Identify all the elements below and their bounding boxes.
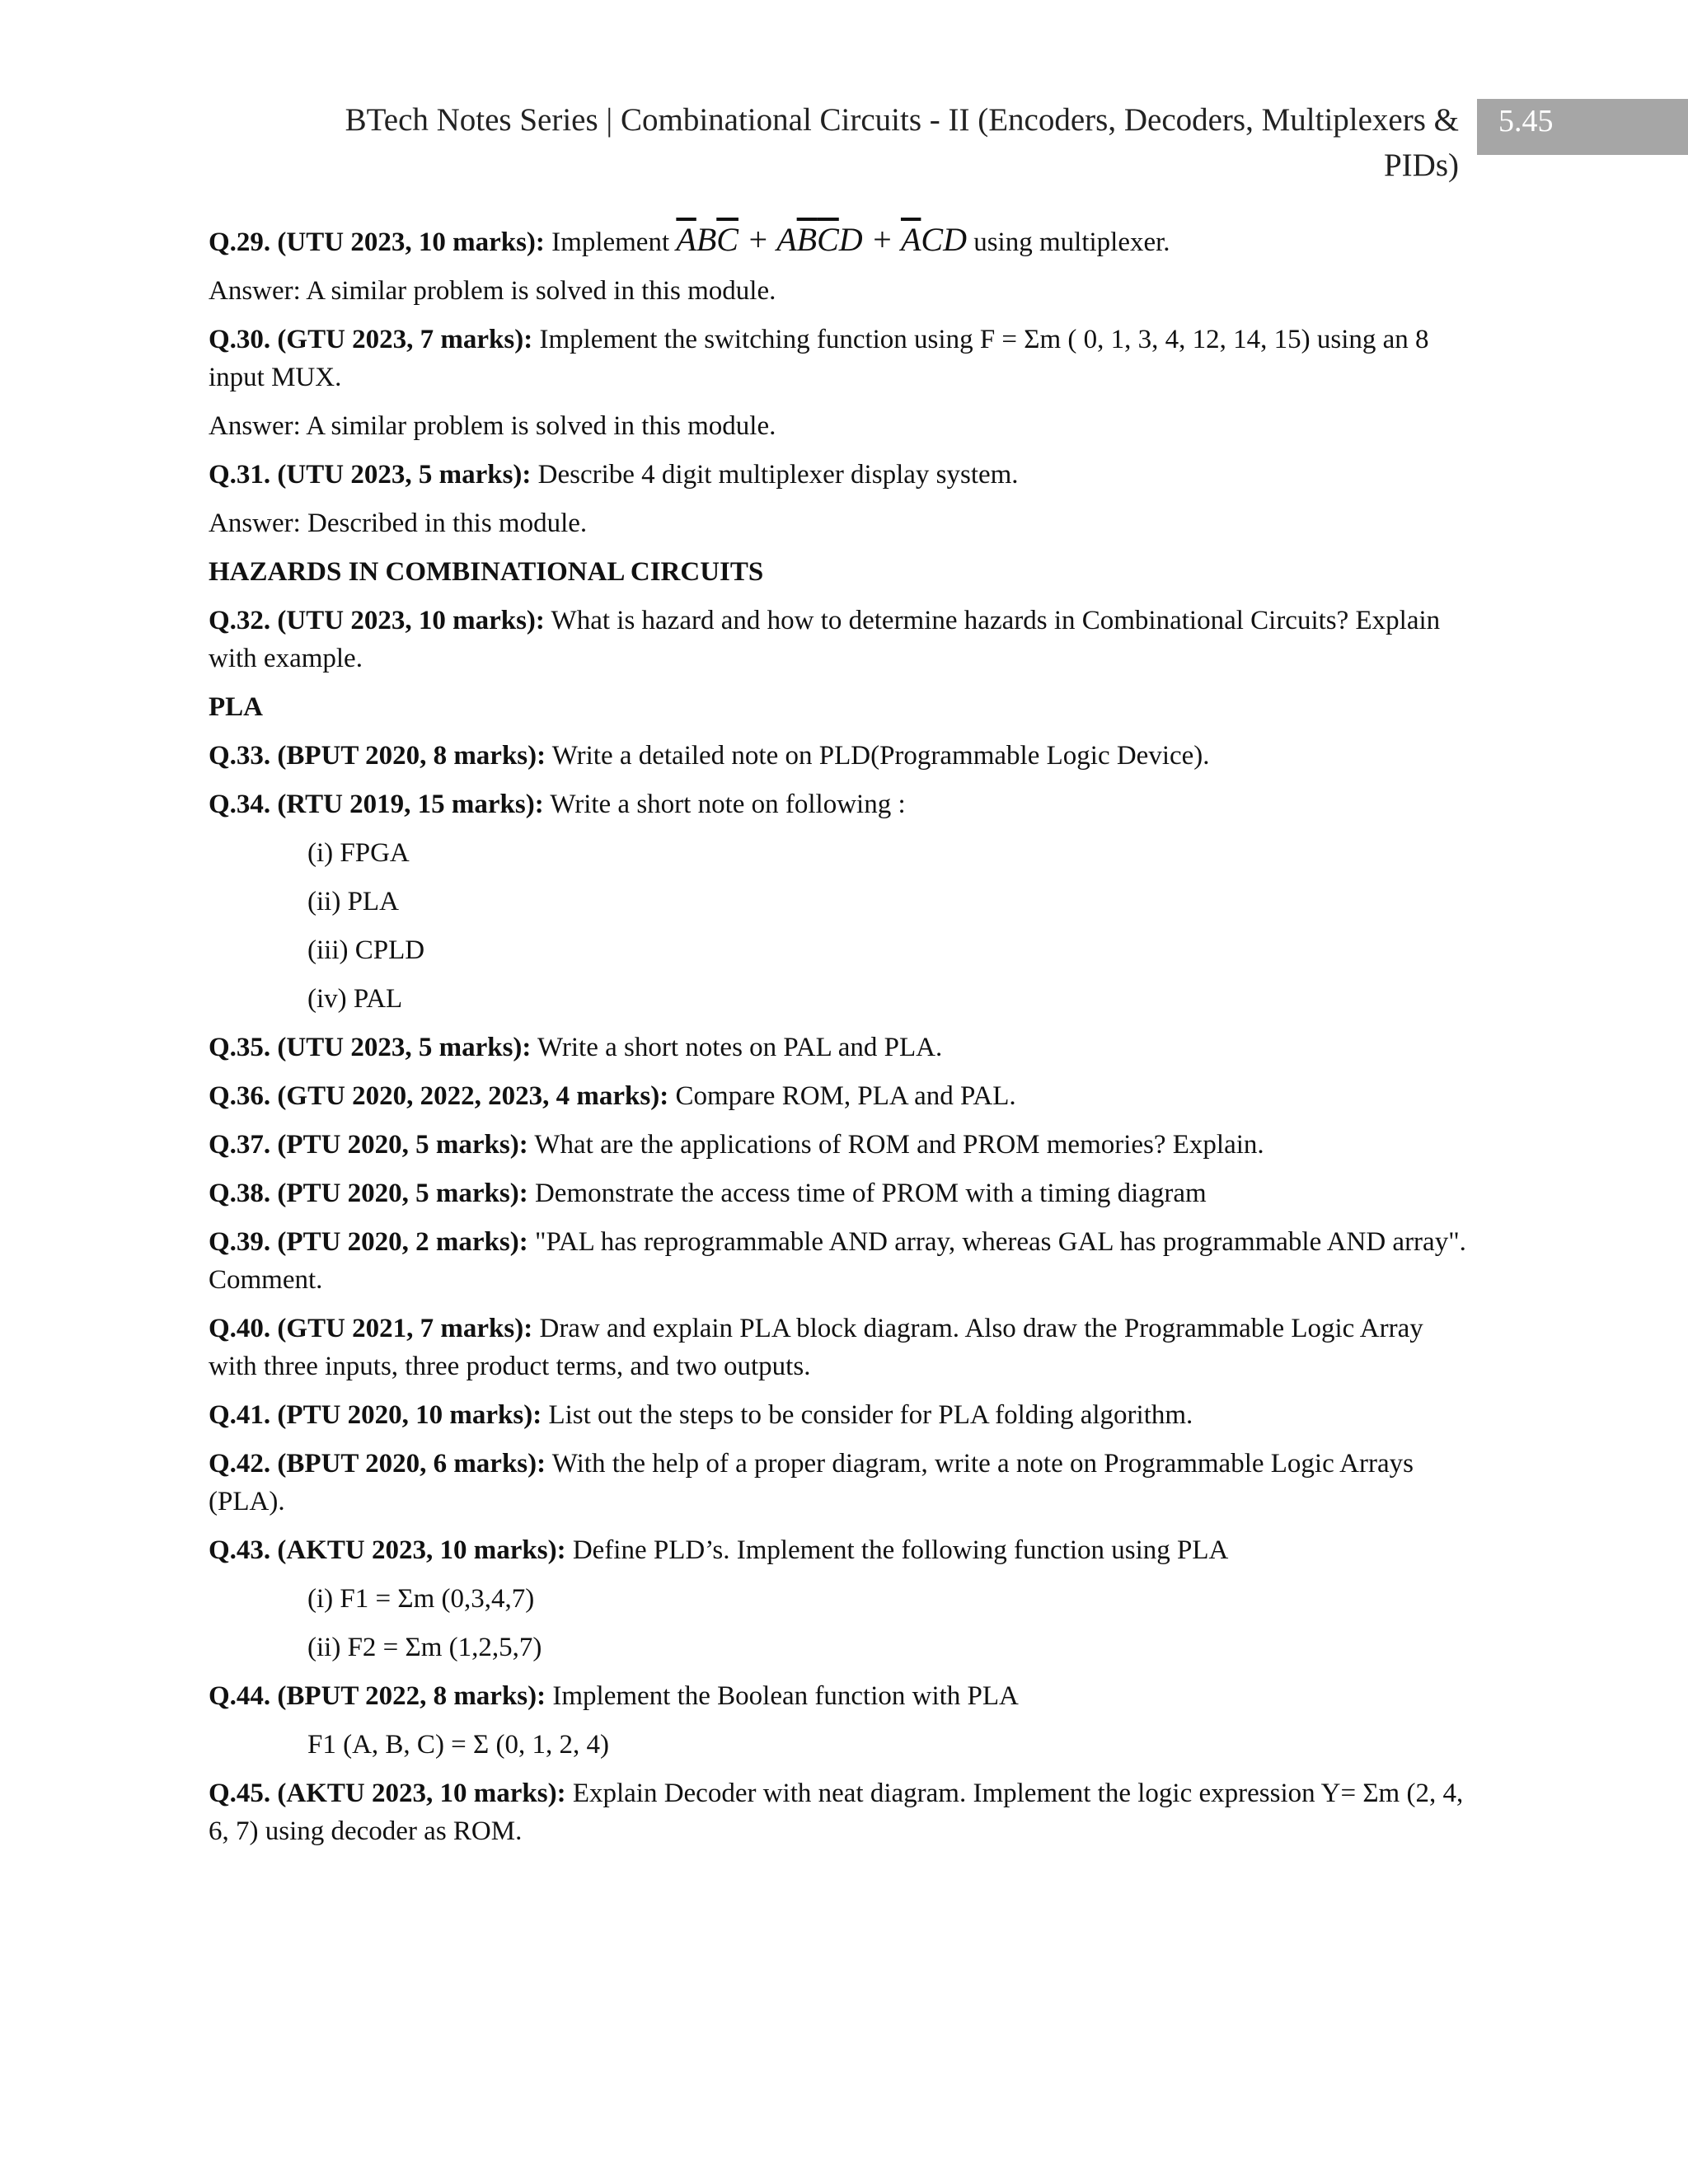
question-40 <box>209 1310 1470 1385</box>
question-43 <box>209 1531 1470 1569</box>
question-label: Q.33. (BPUT 2020, 8 marks): <box>209 741 546 771</box>
section-heading-hazards: HAZARDS IN COMBINATIONAL CIRCUITS <box>209 557 764 587</box>
expr-operator: + <box>862 221 901 258</box>
question-text: Implement the Boolean function with PLA <box>546 1681 1019 1711</box>
question-list <box>209 221 1470 1861</box>
question-text: Write a short note on following : <box>543 790 906 819</box>
question-label: Q.41. (PTU 2020, 10 marks): <box>209 1400 542 1430</box>
question-text: Draw and explain PLA block diagram. Also draw the Programmable Logic Array with three inputs, three product terms, and two outputs. <box>209 1314 1423 1381</box>
question-text: using multiplexer. <box>966 227 1170 257</box>
list-item: (i) F1 = Σm (0,3,4,7) <box>307 1584 535 1614</box>
list-item: F1 (A, B, C) = Σ (0, 1, 2, 4) <box>307 1730 609 1760</box>
question-45 <box>209 1774 1470 1850</box>
question-29 <box>209 221 1470 261</box>
question-text: What are the applications of ROM and PROM memories? Explain. <box>528 1130 1264 1160</box>
question-label: Q.38. (PTU 2020, 5 marks): <box>209 1179 528 1208</box>
expr-var: $\overline{A}$ <box>900 221 921 258</box>
answer-30: Answer: A similar problem is solved in this module. <box>209 411 776 441</box>
answer-31: Answer: Described in this module. <box>209 509 588 538</box>
question-label: Q.45. (AKTU 2023, 10 marks): <box>209 1779 566 1808</box>
question-label: Q.40. (GTU 2021, 7 marks): <box>209 1314 533 1343</box>
answer-29: Answer: A similar problem is solved in this module. <box>209 276 776 306</box>
question-text: Write a detailed note on PLD(Programmable Logic Device). <box>546 741 1210 771</box>
question-label: Q.36. (GTU 2020, 2022, 2023, 4 marks): <box>209 1081 669 1111</box>
question-label: Q.32. (UTU 2023, 10 marks): <box>209 606 545 635</box>
question-label: Q.30. (GTU 2023, 7 marks): <box>209 325 533 354</box>
expr-var: B <box>696 221 717 258</box>
question-text: Write a short notes on PAL and PLA. <box>531 1033 943 1062</box>
expr-var: D <box>838 221 863 258</box>
question-36 <box>209 1077 1470 1115</box>
question-text: Compare ROM, PLA and PAL. <box>668 1081 1016 1111</box>
question-label: Q.43. (AKTU 2023, 10 marks): <box>209 1535 566 1565</box>
question-label: Q.42. (BPUT 2020, 6 marks): <box>209 1449 546 1479</box>
question-label: Q.44. (BPUT 2022, 8 marks): <box>209 1681 546 1711</box>
question-label: Q.37. (PTU 2020, 5 marks): <box>209 1130 528 1160</box>
page-number-badge: 5.45 <box>1477 99 1688 155</box>
question-text: With the help of a proper diagram, write a note on Programmable Logic Arrays (PLA). <box>209 1449 1414 1516</box>
question-text: Implement <box>544 227 677 257</box>
header-title-line1: BTech Notes Series | Combinational Circuits - II (Encoders, Decoders, Multiplexers & <box>345 102 1459 138</box>
list-item: (iv) PAL <box>307 984 403 1014</box>
expr-var: CD <box>921 221 967 258</box>
boolean-expression <box>676 221 967 258</box>
section-heading-pla: PLA <box>209 692 263 722</box>
expr-var: $\overline{C}$ <box>817 221 839 258</box>
list-item: (iii) CPLD <box>307 935 425 965</box>
question-35 <box>209 1029 1470 1066</box>
question-39 <box>209 1223 1470 1299</box>
question-37 <box>209 1126 1470 1164</box>
question-text: What is hazard and how to determine hazards in Combinational Circuits? Explain with example. <box>209 606 1441 673</box>
question-label: Q.29. (UTU 2023, 10 marks): <box>209 227 545 257</box>
question-41 <box>209 1396 1470 1434</box>
question-label: Q.31. (UTU 2023, 5 marks): <box>209 460 532 490</box>
question-label: Q.39. (PTU 2020, 2 marks): <box>209 1227 528 1257</box>
question-text: List out the steps to be consider for PLA folding algorithm. <box>542 1400 1193 1430</box>
expr-var: A <box>776 221 797 258</box>
question-text: Explain Decoder with neat diagram. Implement the logic expression Y= Σm (2, 4, 6, 7) using decoder as ROM. <box>209 1779 1464 1846</box>
question-label: Q.34. (RTU 2019, 15 marks): <box>209 790 544 819</box>
list-item: (ii) PLA <box>307 887 399 916</box>
question-text: Implement the switching function using F = Σm ( 0, 1, 3, 4, 12, 14, 15) using an 8 input MUX. <box>209 325 1429 392</box>
question-33 <box>209 737 1470 775</box>
question-31 <box>209 456 1470 494</box>
list-item: (i) FPGA <box>307 838 410 868</box>
question-text: "PAL has reprogrammable AND array, whereas GAL has programmable AND array". Comment. <box>209 1227 1466 1295</box>
question-32 <box>209 602 1470 677</box>
expr-var: $\overline{C}$ <box>716 221 738 258</box>
question-38 <box>209 1174 1470 1212</box>
header-title-line2: PIDs) <box>1383 148 1459 183</box>
question-text: Describe 4 digit multiplexer display system. <box>531 460 1019 490</box>
expr-var: $\overline{B}$ <box>796 221 818 258</box>
question-text: Define PLD’s. Implement the following function using PLA <box>565 1535 1229 1565</box>
expr-var: $\overline{A}$ <box>676 221 696 258</box>
list-item: (ii) F2 = Σm (1,2,5,7) <box>307 1633 542 1662</box>
expr-operator: + <box>738 221 777 258</box>
question-30 <box>209 321 1470 396</box>
question-text: Demonstrate the access time of PROM with a timing diagram <box>528 1179 1207 1208</box>
question-34 <box>209 785 1470 823</box>
question-42 <box>209 1445 1470 1521</box>
question-label: Q.35. (UTU 2023, 5 marks): <box>209 1033 532 1062</box>
question-44 <box>209 1677 1470 1715</box>
running-header <box>247 97 1459 188</box>
